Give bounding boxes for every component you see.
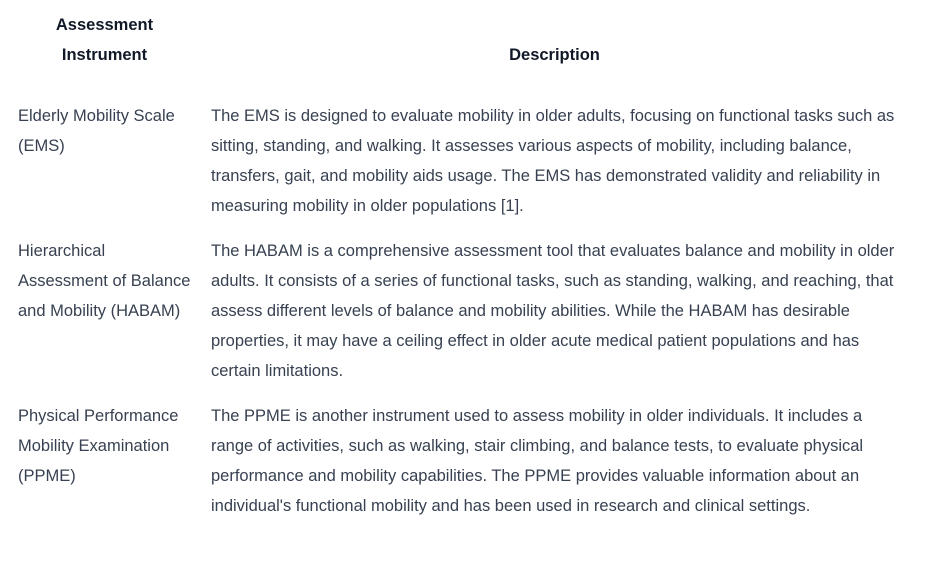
instrument-cell: Hierarchical Assessment of Balance and Mobility (HABAM) <box>18 242 191 320</box>
description-cell: The HABAM is a comprehensive assessment tool that evaluates balance and mobility in older adults. It consists of a series of functional tasks, such as standing, walking, and reaching, that assess different levels of balance and mobility abilities. While the HABAM has desirable properties, it may have a ceiling effect in older acute medical patient populations and has certain limitations. <box>211 242 895 380</box>
table-body <box>8 85 908 521</box>
assessment-table <box>8 10 908 521</box>
header-description: Description <box>509 46 600 64</box>
table-row <box>8 85 908 221</box>
instrument-cell: Physical Performance Mobility Examination (PPME) <box>18 407 179 485</box>
header-instrument: Assessment Instrument <box>55 16 154 64</box>
table-row <box>8 221 908 386</box>
header-row <box>8 10 908 85</box>
instrument-cell: Elderly Mobility Scale (EMS) <box>18 107 175 155</box>
table-header <box>8 10 908 85</box>
description-cell: The PPME is another instrument used to assess mobility in older individuals. It includes a range of activities, such as walking, stair climbing, and balance tests, to evaluate physical performance and mobility capabilities. The PPME provides valuable information about an individual's functional mobility and has been used in research and clinical settings. <box>211 407 864 515</box>
table-row <box>8 386 908 521</box>
description-cell: The EMS is designed to evaluate mobility in older adults, focusing on functional tasks such as sitting, standing, and walking. It assesses various aspects of mobility, including balance, transfers, gait, and mobility aids usage. The EMS has demonstrated validity and reliability in measuring mobility in older populations [1]. <box>211 107 895 215</box>
